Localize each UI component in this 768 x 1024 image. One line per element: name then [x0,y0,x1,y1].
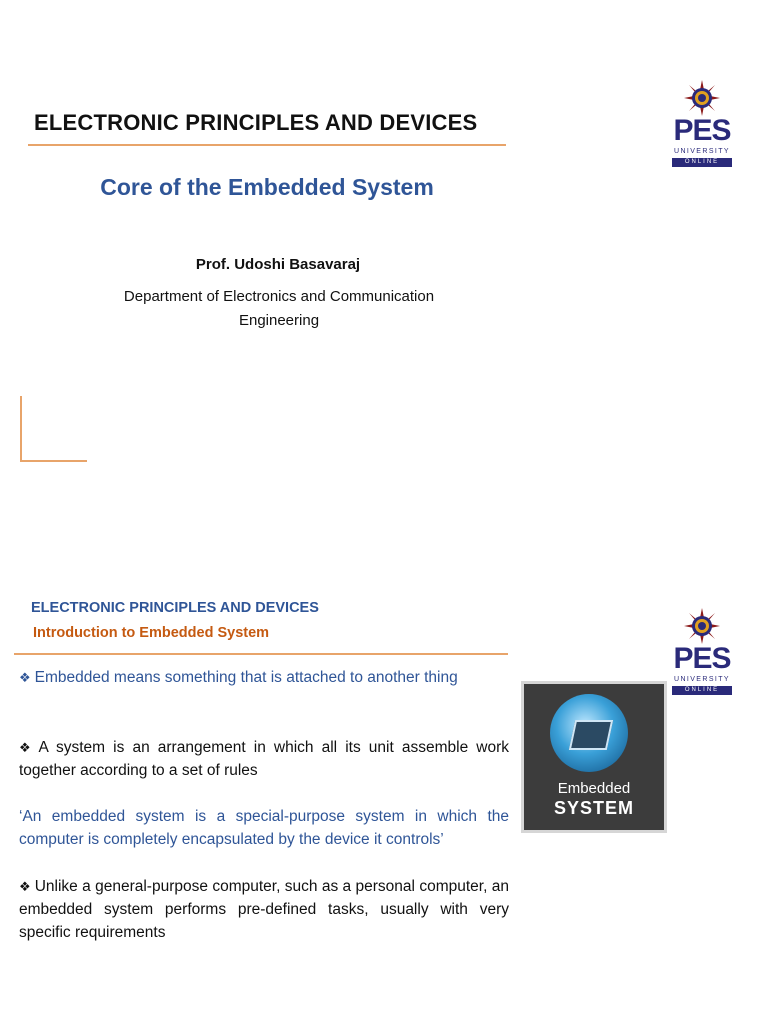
deck-title: Core of the Embedded System [100,174,434,200]
diamond-bullet-icon: ❖ [19,879,31,894]
corner-decoration-horizontal [20,460,87,462]
section-title: Introduction to Embedded System [33,625,270,641]
title-divider [28,144,506,146]
bullet-point: ❖ Unlike a general-purpose computer, such as a personal computer, an embedded system performs pre-defined tasks, usually with very specific requirements [19,878,509,941]
chip-icon [569,720,613,750]
course-title: ELECTRONIC PRINCIPLES AND DEVICES [34,110,478,135]
logo-online: ONLINE [672,686,732,695]
pes-logo [664,608,740,698]
corner-decoration-vertical [20,396,22,462]
pes-emblem-icon [684,80,720,116]
definition-quote: ‘An embedded system is a special-purpose system in which the computer is completely encapsulated by the device it controls’ [19,808,509,848]
image-label-embedded: Embedded [557,780,631,797]
diamond-bullet-icon: ❖ [19,740,35,755]
author-name: Prof. Udoshi Basavaraj [195,256,361,273]
diamond-bullet-icon: ❖ [19,670,31,685]
pes-emblem-icon [684,608,720,644]
logo-wordmark: PES [673,642,731,675]
logo-university: UNIVERSITY [673,676,730,683]
logo-online: ONLINE [672,158,732,167]
circuit-board-icon [550,694,628,772]
course-title: ELECTRONIC PRINCIPLES AND DEVICES [31,600,319,616]
bullet-point: ❖ A system is an arrangement in which all its unit assemble work together according to a set of rules [19,739,510,779]
bullet-point: ❖ Embedded means something that is attached to another thing [19,669,458,686]
title-divider [14,653,508,655]
logo-university: UNIVERSITY [673,148,730,155]
department-name: Department of Electronics and Communication Engineering [123,288,435,329]
embedded-system-image [524,684,664,830]
logo-wordmark: PES [673,114,731,147]
content-slide [0,576,768,1024]
pes-logo [664,80,740,170]
image-label-system: SYSTEM [553,798,634,818]
